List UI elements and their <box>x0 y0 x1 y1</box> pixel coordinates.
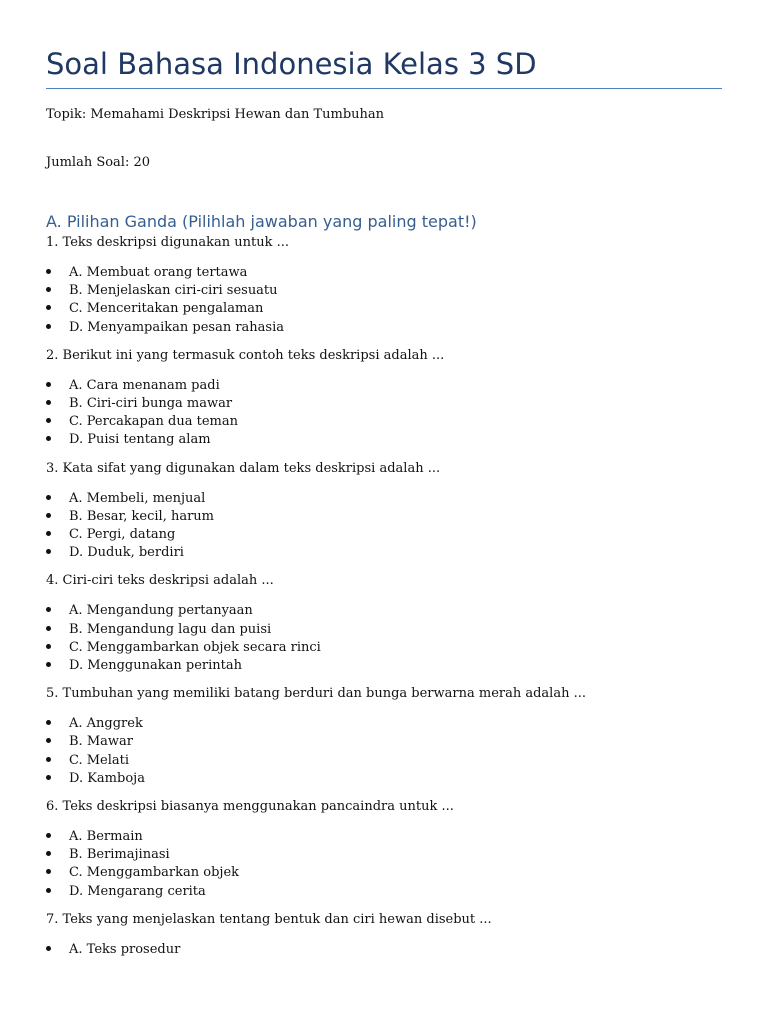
bullet-icon <box>46 946 51 951</box>
answer-option-label: C. Menggambarkan objek secara rinci <box>69 639 321 655</box>
answer-option <box>46 657 722 675</box>
answer-option <box>46 883 722 901</box>
answer-option <box>46 602 722 620</box>
bullet-icon <box>46 851 51 856</box>
bullet-icon <box>46 495 51 500</box>
bullet-icon <box>46 400 51 405</box>
bullet-icon <box>46 287 51 292</box>
bullet-icon <box>46 720 51 725</box>
question-block <box>46 348 722 450</box>
question-count-text: Jumlah Soal: 20 <box>46 155 151 170</box>
bullet-icon <box>46 662 51 667</box>
answer-option-label: B. Menjelaskan ciri-ciri sesuatu <box>69 283 278 299</box>
answer-option-label: B. Berimajinasi <box>69 847 170 863</box>
bullet-icon <box>46 513 51 518</box>
answer-option-label: B. Besar, kecil, harum <box>69 508 215 524</box>
answer-option-label: C. Percakapan dua teman <box>69 414 238 430</box>
question-block <box>46 461 722 563</box>
answer-options <box>46 828 722 901</box>
bullet-icon <box>46 775 51 780</box>
bullet-icon <box>46 644 51 649</box>
answer-option-label: A. Membuat orang tertawa <box>69 265 248 280</box>
answer-options <box>46 715 722 788</box>
answer-option <box>46 639 722 657</box>
answer-option <box>46 715 722 733</box>
bullet-icon <box>46 305 51 310</box>
answer-option <box>46 770 722 788</box>
answer-option-label: A. Membeli, menjual <box>69 490 206 506</box>
bullet-icon <box>46 757 51 762</box>
answer-option <box>46 377 722 395</box>
bullet-icon <box>46 418 51 423</box>
answer-option-label: A. Teks prosedur <box>69 941 181 957</box>
answer-option-label: C. Menggambarkan objek <box>69 865 240 881</box>
answer-option-label: C. Pergi, datang <box>69 527 176 543</box>
question-text: 5. Tumbuhan yang memiliki batang berduri dan bunga berwarna merah adalah ... <box>46 686 586 702</box>
answer-option-label: B. Mawar <box>69 734 133 750</box>
bullet-icon <box>46 869 51 874</box>
answer-option <box>46 490 722 508</box>
answer-options <box>46 490 722 563</box>
bullet-icon <box>46 436 51 441</box>
answer-option <box>46 941 722 959</box>
bullet-icon <box>46 738 51 743</box>
answer-option-label: A. Bermain <box>69 829 143 845</box>
answer-option <box>46 264 722 282</box>
answer-option-label: A. Mengandung pertanyaan <box>69 603 253 619</box>
question-text: 6. Teks deskripsi biasanya menggunakan pancaindra untuk ... <box>46 799 454 815</box>
answer-option-label: C. Menceritakan pengalaman <box>69 301 264 317</box>
title-divider <box>46 88 722 89</box>
answer-option <box>46 282 722 300</box>
question-block <box>46 799 722 901</box>
question-block <box>46 912 722 959</box>
question-block <box>46 235 722 337</box>
answer-option-label: D. Menggunakan perintah <box>69 658 242 674</box>
section-heading: A. Pilihan Ganda (Pilihlah jawaban yang paling tepat!) <box>46 212 477 231</box>
answer-option <box>46 508 722 526</box>
answer-option <box>46 828 722 846</box>
bullet-icon <box>46 607 51 612</box>
bullet-icon <box>46 888 51 893</box>
answer-option-label: D. Mengarang cerita <box>69 883 206 899</box>
answer-options <box>46 941 722 959</box>
answer-option-label: B. Ciri-ciri bunga mawar <box>69 396 233 412</box>
answer-option <box>46 544 722 562</box>
document-title: Soal Bahasa Indonesia Kelas 3 SD <box>46 47 537 81</box>
answer-option <box>46 752 722 770</box>
answer-option-label: A. Cara menanam padi <box>69 377 220 393</box>
answer-option-label: B. Mengandung lagu dan puisi <box>69 621 272 637</box>
bullet-icon <box>46 382 51 387</box>
answer-option <box>46 733 722 751</box>
question-text: 4. Ciri-ciri teks deskripsi adalah ... <box>46 573 274 589</box>
question-text: 7. Teks yang menjelaskan tentang bentuk dan ciri hewan disebut ... <box>46 911 492 927</box>
answer-option-label: A. Anggrek <box>69 716 143 732</box>
answer-option-label: D. Duduk, berdiri <box>69 545 184 561</box>
topic-text: Topik: Memahami Deskripsi Hewan dan Tumbuhan <box>46 107 385 122</box>
answer-option-label: C. Melati <box>69 752 130 768</box>
question-list <box>46 235 722 959</box>
question-block <box>46 686 722 788</box>
answer-option-label: D. Kamboja <box>69 770 145 786</box>
bullet-icon <box>46 269 51 274</box>
answer-option <box>46 395 722 413</box>
answer-option <box>46 300 722 318</box>
answer-option-label: D. Puisi tentang alam <box>69 432 211 448</box>
answer-option <box>46 319 722 337</box>
answer-option <box>46 846 722 864</box>
answer-option <box>46 431 722 449</box>
answer-option <box>46 864 722 882</box>
question-text: 3. Kata sifat yang digunakan dalam teks deskripsi adalah ... <box>46 460 441 476</box>
answer-option <box>46 526 722 544</box>
answer-options <box>46 264 722 337</box>
answer-option <box>46 621 722 639</box>
answer-options <box>46 602 722 675</box>
bullet-icon <box>46 324 51 329</box>
question-text: 1. Teks deskripsi digunakan untuk ... <box>46 235 289 250</box>
bullet-icon <box>46 626 51 631</box>
bullet-icon <box>46 549 51 554</box>
question-block <box>46 573 722 675</box>
question-text: 2. Berikut ini yang termasuk contoh teks deskripsi adalah ... <box>46 347 445 363</box>
answer-options <box>46 377 722 450</box>
bullet-icon <box>46 531 51 536</box>
answer-option-label: D. Menyampaikan pesan rahasia <box>69 319 284 335</box>
answer-option <box>46 413 722 431</box>
bullet-icon <box>46 833 51 838</box>
